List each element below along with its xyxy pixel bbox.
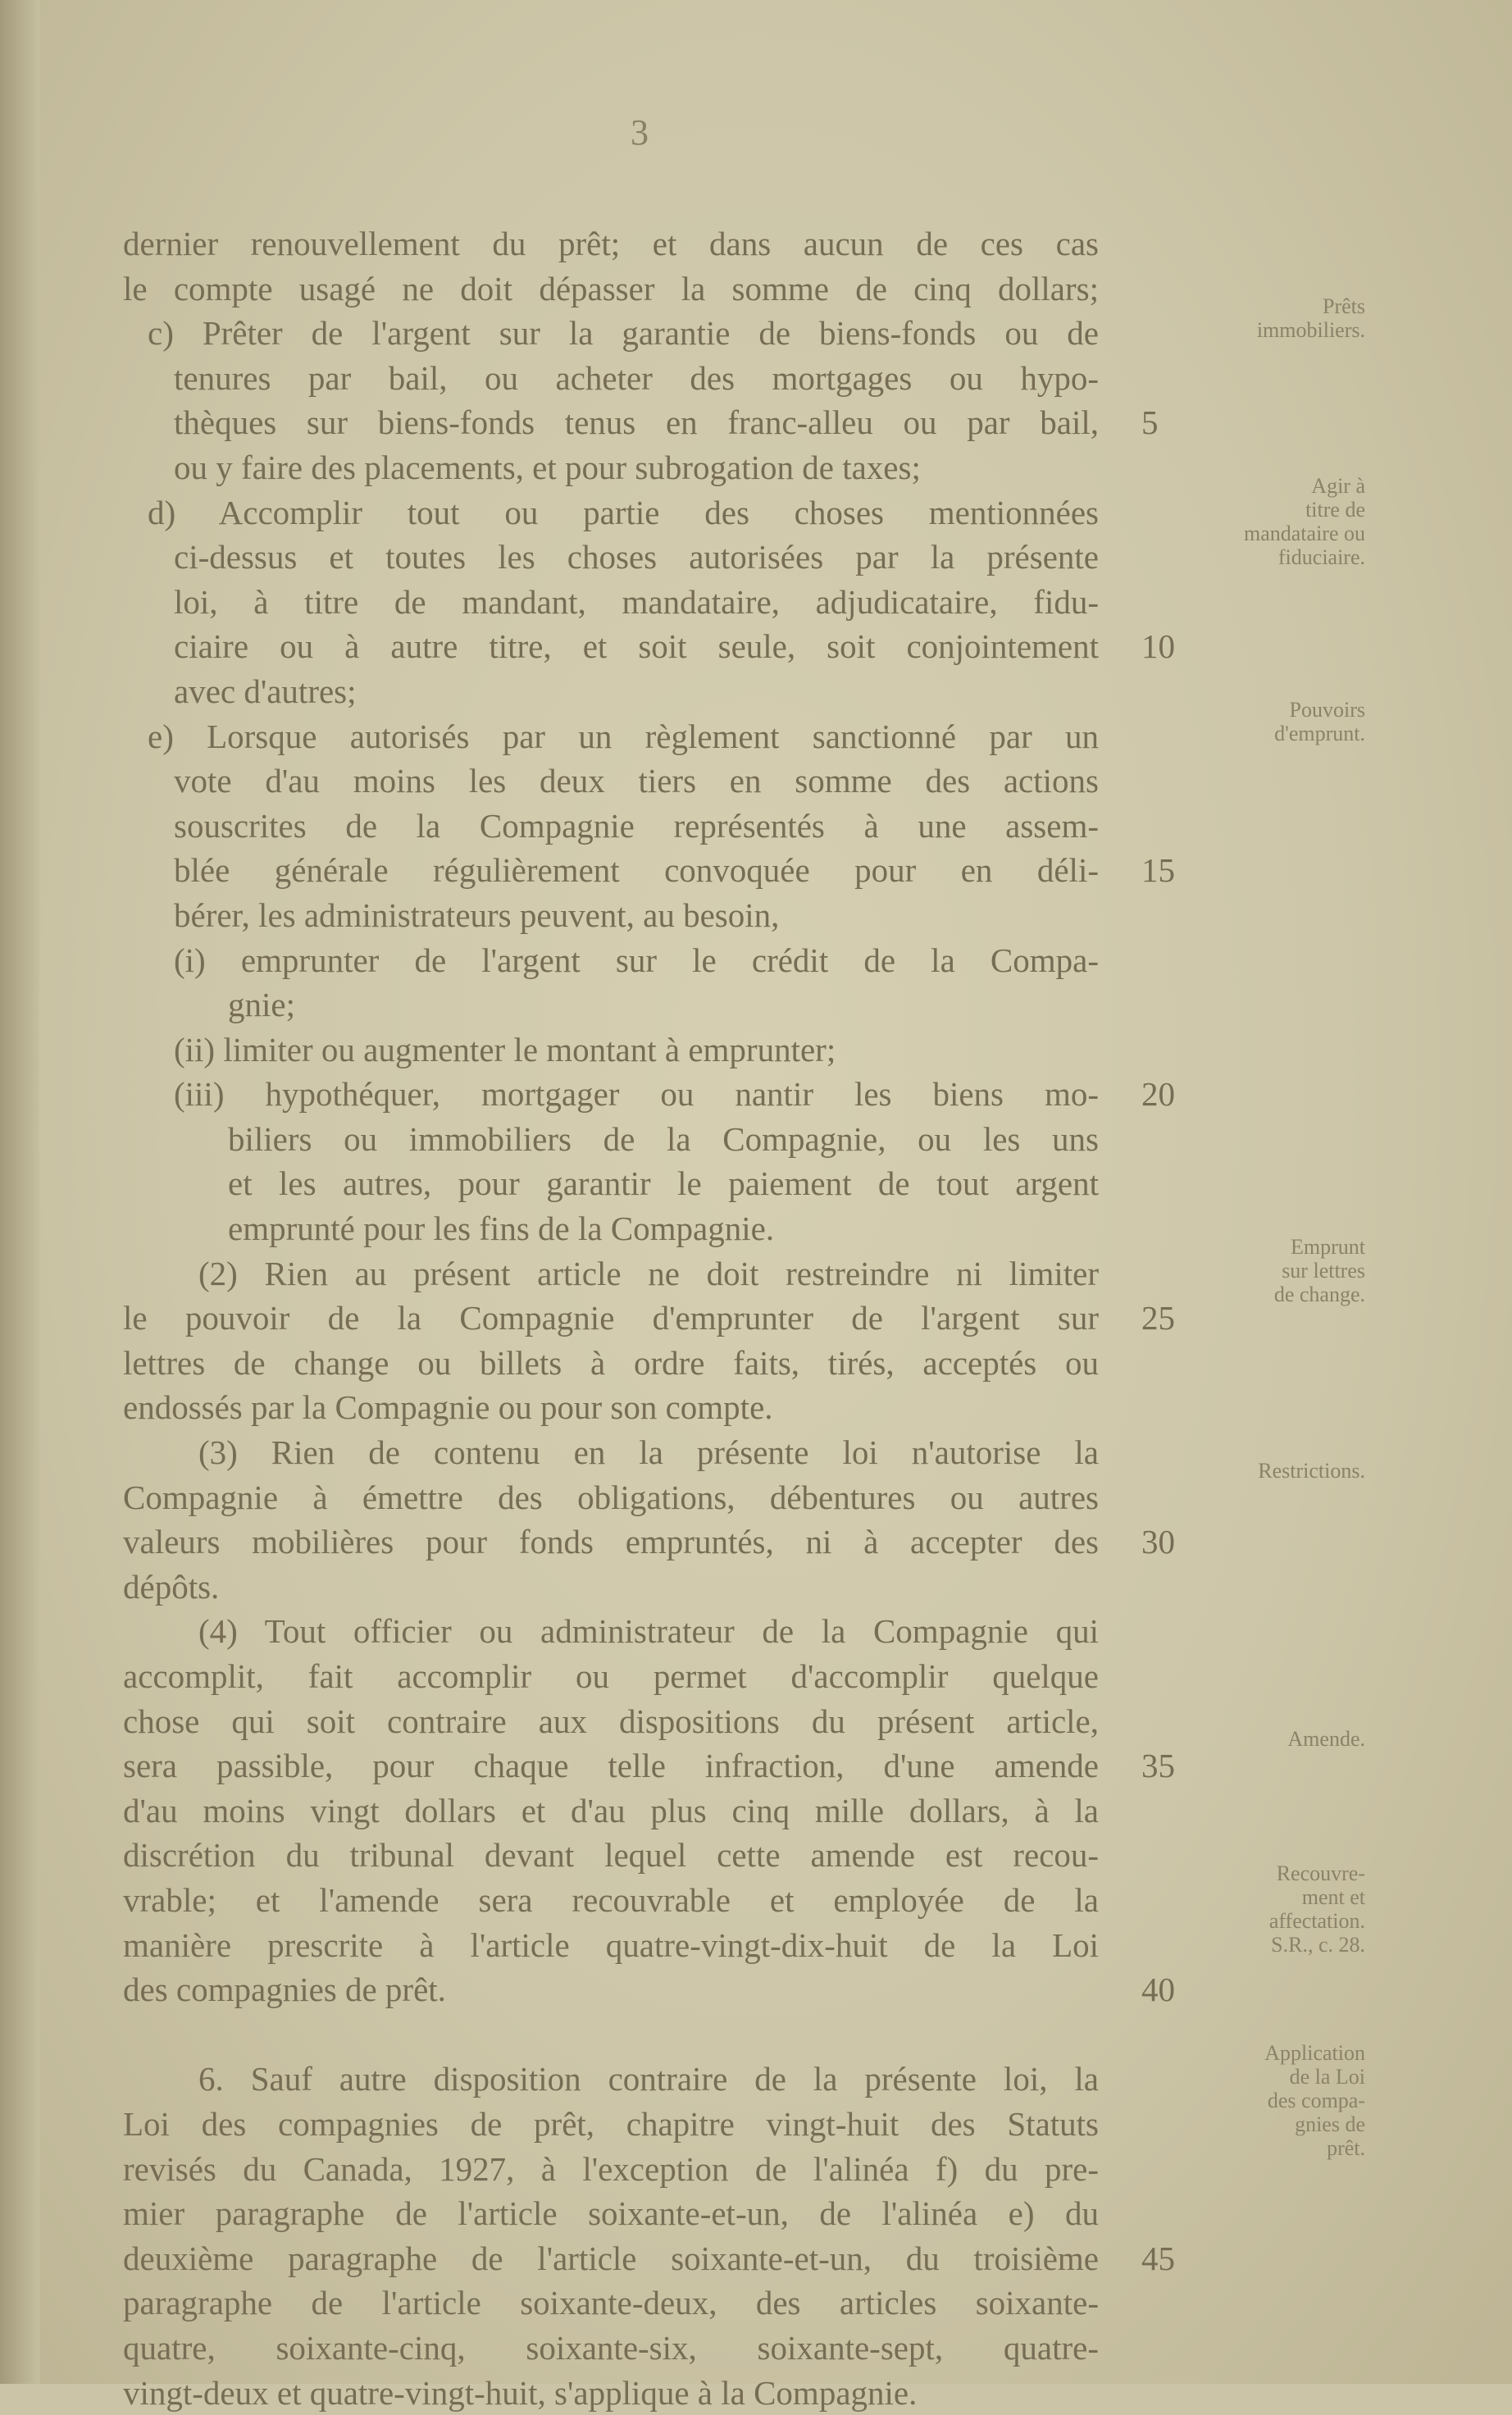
text-line: [123, 1385, 1099, 1430]
line-text: d) Accomplir tout ou partie des choses mentionnées: [148, 494, 1099, 531]
text-line: [123, 1296, 1099, 1341]
line-number: 5: [1141, 400, 1191, 445]
line-text: valeurs mobilières pour fonds empruntés, ni à accepter des: [123, 1523, 1099, 1561]
text-line: [123, 1923, 1099, 1968]
line-text: (2) Rien au présent article ne doit restreindre ni limiter: [198, 1255, 1099, 1292]
text-line: [123, 2371, 1099, 2415]
text-line: [123, 1341, 1099, 1386]
text-line: [123, 669, 1099, 714]
margin-note-line: gnies de: [1197, 2112, 1365, 2136]
margin-note: [1197, 1235, 1365, 1306]
text-line: [123, 580, 1099, 625]
margin-note-line: ment et: [1197, 1885, 1365, 1909]
text-line: [123, 1788, 1099, 1834]
line-text: ou y faire des placements, et pour subrogation de taxes;: [174, 449, 921, 486]
margin-note: [1197, 1727, 1365, 1751]
line-text: (3) Rien de contenu en la présente loi n'autorise la: [198, 1433, 1099, 1471]
margin-note-line: Application: [1197, 2041, 1365, 2065]
line-text: loi, à titre de mandant, mandataire, adjudicataire, fidu-: [174, 583, 1099, 621]
text-line: [123, 1565, 1099, 1610]
margin-note-line: Agir à: [1197, 474, 1365, 498]
line-text: chose qui soit contraire aux dispositions du présent article,: [123, 1702, 1099, 1740]
line-text: dernier renouvellement du prêt; et dans aucun de ces cas: [123, 225, 1099, 262]
text-line: [123, 267, 1099, 312]
body-text: [123, 221, 1099, 2415]
margin-note-line: titre de: [1197, 498, 1365, 522]
text-line: [123, 2281, 1099, 2326]
text-line: [123, 535, 1099, 580]
text-line: [123, 1833, 1099, 1878]
text-line: [123, 1251, 1099, 1296]
line-text: et les autres, pour garantir le paiement de tout argent: [228, 1164, 1099, 1202]
line-text: (iii) hypothéquer, mortgager ou nantir les biens mo-: [174, 1075, 1099, 1113]
line-text: Loi des compagnies de prêt, chapitre vingt-huit des Statuts: [123, 2105, 1099, 2143]
text-line: [123, 893, 1099, 938]
text-line: [123, 356, 1099, 401]
line-text: thèques sur biens-fonds tenus en franc-alleu ou par bail,: [174, 403, 1099, 441]
text-line: [123, 759, 1099, 804]
margin-note-line: S.R., c. 28.: [1197, 1933, 1365, 1957]
text-line: [123, 2236, 1099, 2281]
text-line: [123, 982, 1099, 1028]
line-text: tenures par bail, ou acheter des mortgages ou hypo-: [174, 359, 1099, 397]
text-line: [123, 1206, 1099, 1251]
line-text: des compagnies de prêt.: [123, 1971, 446, 2008]
text-line: [123, 1699, 1099, 1744]
line-text: dépôts.: [123, 1568, 219, 1606]
margin-note-line: de change.: [1197, 1283, 1365, 1306]
line-text: emprunté pour les fins de la Compagnie.: [228, 1210, 774, 1247]
line-text: quatre, soixante-cinq, soixante-six, soixante-sept, quatre-: [123, 2329, 1099, 2367]
margin-note-line: Amende.: [1197, 1727, 1365, 1751]
line-number: 35: [1141, 1743, 1191, 1788]
margin-note-line: Restrictions.: [1197, 1459, 1365, 1483]
line-text: ciaire ou à autre titre, et soit seule, soit conjointement: [174, 627, 1099, 665]
line-text: c) Prêter de l'argent sur la garantie de biens-fonds ou de: [148, 314, 1099, 352]
text-line: [123, 2326, 1099, 2371]
text-line: [123, 848, 1099, 893]
line-text: 6. Sauf autre disposition contraire de la présente loi, la: [198, 2060, 1099, 2098]
line-text: d'au moins vingt dollars et d'au plus cinq mille dollars, à la: [123, 1792, 1099, 1829]
margin-note-line: prêt.: [1197, 2136, 1365, 2160]
line-text: biliers ou immobiliers de la Compagnie, ou les uns: [228, 1120, 1099, 1158]
margin-note-line: immobiliers.: [1197, 318, 1365, 342]
text-line: [123, 2102, 1099, 2147]
line-text: sera passible, pour chaque telle infraction, d'une amende: [123, 1747, 1099, 1784]
line-text: Compagnie à émettre des obligations, débentures ou autres: [123, 1479, 1099, 1516]
text-line: [123, 400, 1099, 445]
margin-note-line: affectation.: [1197, 1909, 1365, 1933]
line-text: bérer, les administrateurs peuvent, au besoin,: [174, 896, 779, 934]
line-text: vingt-deux et quatre-vingt-huit, s'applique à la Compagnie.: [123, 2374, 917, 2412]
text-line: [123, 1743, 1099, 1788]
line-number: 40: [1141, 1967, 1191, 2012]
line-text: manière prescrite à l'article quatre-vingt-dix-huit de la Loi: [123, 1926, 1099, 1964]
margin-note: [1197, 474, 1365, 569]
margin-note: [1197, 698, 1365, 745]
page-number: 3: [623, 112, 656, 153]
line-text: souscrites de la Compagnie représentés à une assem-: [174, 807, 1099, 845]
line-text: vrable; et l'amende sera recouvrable et employée de la: [123, 1881, 1099, 1919]
margin-note-line: fiduciaire.: [1197, 545, 1365, 569]
text-line: [123, 1878, 1099, 1923]
text-line: [123, 490, 1099, 535]
line-text: mier paragraphe de l'article soixante-et-un, de l'alinéa e) du: [123, 2194, 1099, 2232]
line-text: le pouvoir de la Compagnie d'emprunter de l'argent sur: [123, 1299, 1099, 1337]
text-line: [123, 1654, 1099, 1699]
margin-note-line: d'emprunt.: [1197, 722, 1365, 745]
line-text: ci-dessus et toutes les choses autorisées par la présente: [174, 538, 1099, 576]
line-text: revisés du Canada, 1927, à l'exception de l'alinéa f) du pre-: [123, 2150, 1099, 2188]
text-line: [123, 221, 1099, 267]
text-line: [123, 2147, 1099, 2192]
text-line: [123, 1028, 1099, 1073]
text-line: [123, 1967, 1099, 2012]
text-line: [123, 311, 1099, 356]
margin-note-line: Emprunt: [1197, 1235, 1365, 1259]
margin-note: [1197, 294, 1365, 342]
line-number: 45: [1141, 2236, 1191, 2281]
text-line: [123, 2012, 1099, 2057]
margin-note-line: de la Loi: [1197, 2065, 1365, 2089]
line-text: blée générale régulièrement convoquée pour en déli-: [174, 851, 1099, 889]
text-line: [123, 1117, 1099, 1162]
line-text: discrétion du tribunal devant lequel cette amende est recou-: [123, 1836, 1099, 1874]
line-text: deuxième paragraphe de l'article soixante-et-un, du troisième: [123, 2240, 1099, 2277]
margin-note-line: des compa-: [1197, 2089, 1365, 2112]
margin-note-line: Recouvre-: [1197, 1861, 1365, 1885]
line-number: 25: [1141, 1296, 1191, 1341]
text-line: [123, 1161, 1099, 1206]
line-text: e) Lorsque autorisés par un règlement sanctionné par un: [148, 718, 1099, 755]
margin-note: [1197, 2041, 1365, 2160]
line-text: avec d'autres;: [174, 672, 357, 710]
line-text: (ii) limiter ou augmenter le montant à emprunter;: [174, 1031, 836, 1069]
line-text: paragraphe de l'article soixante-deux, des articles soixante-: [123, 2284, 1099, 2322]
line-text: gnie;: [228, 986, 295, 1023]
margin-note: [1197, 1861, 1365, 1957]
margin-note: [1197, 1459, 1365, 1483]
line-text: (4) Tout officier ou administrateur de la Compagnie qui: [198, 1612, 1099, 1650]
margin-note-line: sur lettres: [1197, 1259, 1365, 1283]
line-text: lettres de change ou billets à ordre faits, tirés, acceptés ou: [123, 1344, 1099, 1382]
line-number: 20: [1141, 1072, 1191, 1117]
line-number: 30: [1141, 1520, 1191, 1565]
text-line: [123, 1609, 1099, 1654]
line-text: (i) emprunter de l'argent sur le crédit de la Compa-: [174, 941, 1099, 979]
margin-note-line: mandataire ou: [1197, 522, 1365, 545]
text-line: [123, 2191, 1099, 2236]
text-line: [123, 2057, 1099, 2102]
margin-note-line: Prêts: [1197, 294, 1365, 318]
text-line: [123, 1475, 1099, 1520]
line-text: accomplit, fait accomplir ou permet d'accomplir quelque: [123, 1657, 1099, 1695]
text-line: [123, 938, 1099, 983]
text-line: [123, 1430, 1099, 1475]
line-number: 15: [1141, 848, 1191, 893]
text-line: [123, 445, 1099, 490]
line-number: 10: [1141, 624, 1191, 669]
line-text: endossés par la Compagnie ou pour son compte.: [123, 1388, 773, 1426]
line-text: vote d'au moins les deux tiers en somme des actions: [174, 762, 1099, 800]
margin-note-line: Pouvoirs: [1197, 698, 1365, 722]
text-line: [123, 624, 1099, 669]
text-line: [123, 804, 1099, 849]
text-line: [123, 714, 1099, 759]
text-line: [123, 1520, 1099, 1565]
line-text: le compte usagé ne doit dépasser la somme de cinq dollars;: [123, 270, 1099, 308]
text-line: [123, 1072, 1099, 1117]
